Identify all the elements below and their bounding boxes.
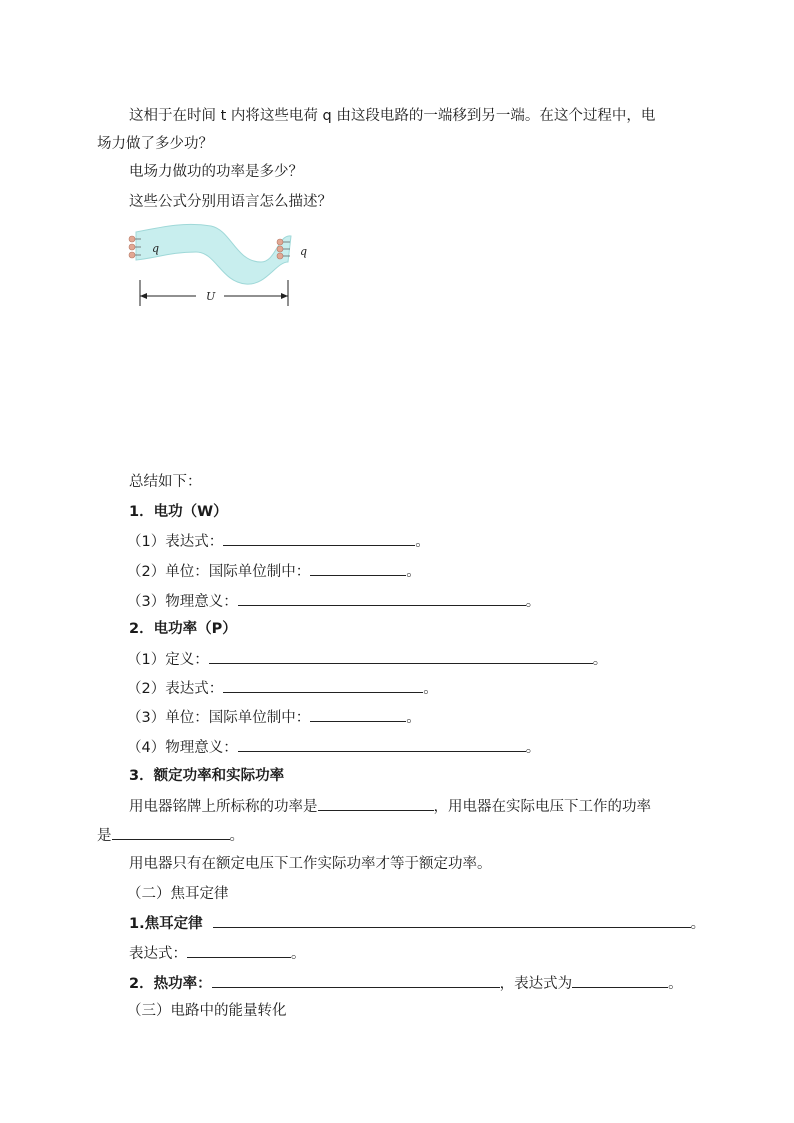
actual-power-blank[interactable] xyxy=(112,825,230,840)
heat-power-blank[interactable] xyxy=(212,973,500,988)
period: 。 xyxy=(406,564,421,580)
voltage-arrow-left xyxy=(140,293,147,299)
period: 。 xyxy=(423,681,438,697)
conductor-diagram xyxy=(126,222,326,310)
intro-question-2: 电场力做功的功率是多少？ xyxy=(129,164,303,180)
period: 。 xyxy=(229,828,244,844)
period: 。 xyxy=(406,710,421,726)
left-charge-label: q xyxy=(152,242,160,255)
power-expression-label: （2）表达式： xyxy=(127,681,224,697)
right-charge-label: q xyxy=(300,245,308,258)
period: 。 xyxy=(525,740,541,756)
heat-power-expr-blank[interactable] xyxy=(572,973,668,988)
rated-power-label: 用电器铭牌上所标称的功率是 xyxy=(129,799,318,815)
power-definition-blank[interactable] xyxy=(209,649,593,664)
period: 。 xyxy=(525,594,541,610)
work-unit-blank[interactable] xyxy=(310,561,406,576)
joule-expression-blank[interactable] xyxy=(187,943,291,958)
work-meaning-label: （3）物理意义： xyxy=(127,594,238,610)
power-unit-label: （3）单位：国际单位制中： xyxy=(127,710,311,726)
power-meaning-blank[interactable] xyxy=(238,737,526,752)
heat-power-heading: 2．热功率： xyxy=(129,976,212,992)
period: 。 xyxy=(291,946,306,962)
power-unit xyxy=(127,707,421,728)
power-definition-label: （1）定义： xyxy=(127,652,209,668)
conductor-band xyxy=(136,224,291,284)
power-meaning xyxy=(127,737,540,758)
power-expression xyxy=(127,678,438,699)
rated-power-blank[interactable] xyxy=(318,796,434,811)
work-heading: 1．电功（W） xyxy=(129,504,228,520)
power-unit-blank[interactable] xyxy=(310,707,406,722)
power-heading: 2．电功率（P） xyxy=(129,621,237,637)
period: 。 xyxy=(690,916,706,932)
period: 。 xyxy=(668,976,683,992)
intro-question-3: 这些公式分别用语言怎么描述？ xyxy=(129,194,332,210)
conductor-figure xyxy=(126,222,326,314)
work-unit-label: （2）单位：国际单位制中： xyxy=(127,564,311,580)
voltage-label: U xyxy=(206,290,216,303)
work-meaning xyxy=(127,591,540,612)
work-expression-label: （1）表达式： xyxy=(127,534,224,550)
joule-law-heading: 1.焦耳定律 xyxy=(129,916,203,932)
left-charges xyxy=(129,236,135,258)
joule-law xyxy=(129,913,705,934)
rated-heading: 3．额定功率和实际功率 xyxy=(129,768,285,784)
period: 。 xyxy=(592,652,608,668)
section-3-title: （三）电路中的能量转化 xyxy=(127,1003,287,1019)
work-expression xyxy=(127,531,430,552)
power-meaning-label: （4）物理意义： xyxy=(127,740,238,756)
actual-power-label: ，用电器在实际电压下工作的功率 xyxy=(433,799,651,815)
work-meaning-blank[interactable] xyxy=(238,591,526,606)
section-2-title: （二）焦耳定律 xyxy=(127,886,229,902)
rated-line-2 xyxy=(97,825,244,846)
summary-title: 总结如下： xyxy=(129,474,202,490)
rated-note: 用电器只有在额定电压下工作实际功率才等于额定功率。 xyxy=(129,856,492,872)
heat-power xyxy=(129,973,683,994)
right-charges xyxy=(277,239,283,259)
power-definition xyxy=(127,649,607,670)
intro-question-1-line-2: 场力做了多少功？ xyxy=(97,136,213,152)
actual-power-prefix: 是 xyxy=(97,828,112,844)
voltage-arrow-right xyxy=(281,293,288,299)
joule-expression-label: 表达式： xyxy=(129,946,187,962)
rated-line-1 xyxy=(129,796,651,817)
joule-law-blank[interactable] xyxy=(213,913,691,928)
power-expression-blank[interactable] xyxy=(223,678,423,693)
heat-power-expr-label: ，表达式为 xyxy=(499,976,573,992)
work-expression-blank[interactable] xyxy=(223,531,415,546)
period: 。 xyxy=(415,534,430,550)
intro-question-1-line-1: 这相于在时间 t 内将这些电荷 q 由这段电路的一端移到另一端。在这个过程中，电 xyxy=(129,108,656,124)
joule-expression xyxy=(129,943,306,964)
work-unit xyxy=(127,561,421,582)
